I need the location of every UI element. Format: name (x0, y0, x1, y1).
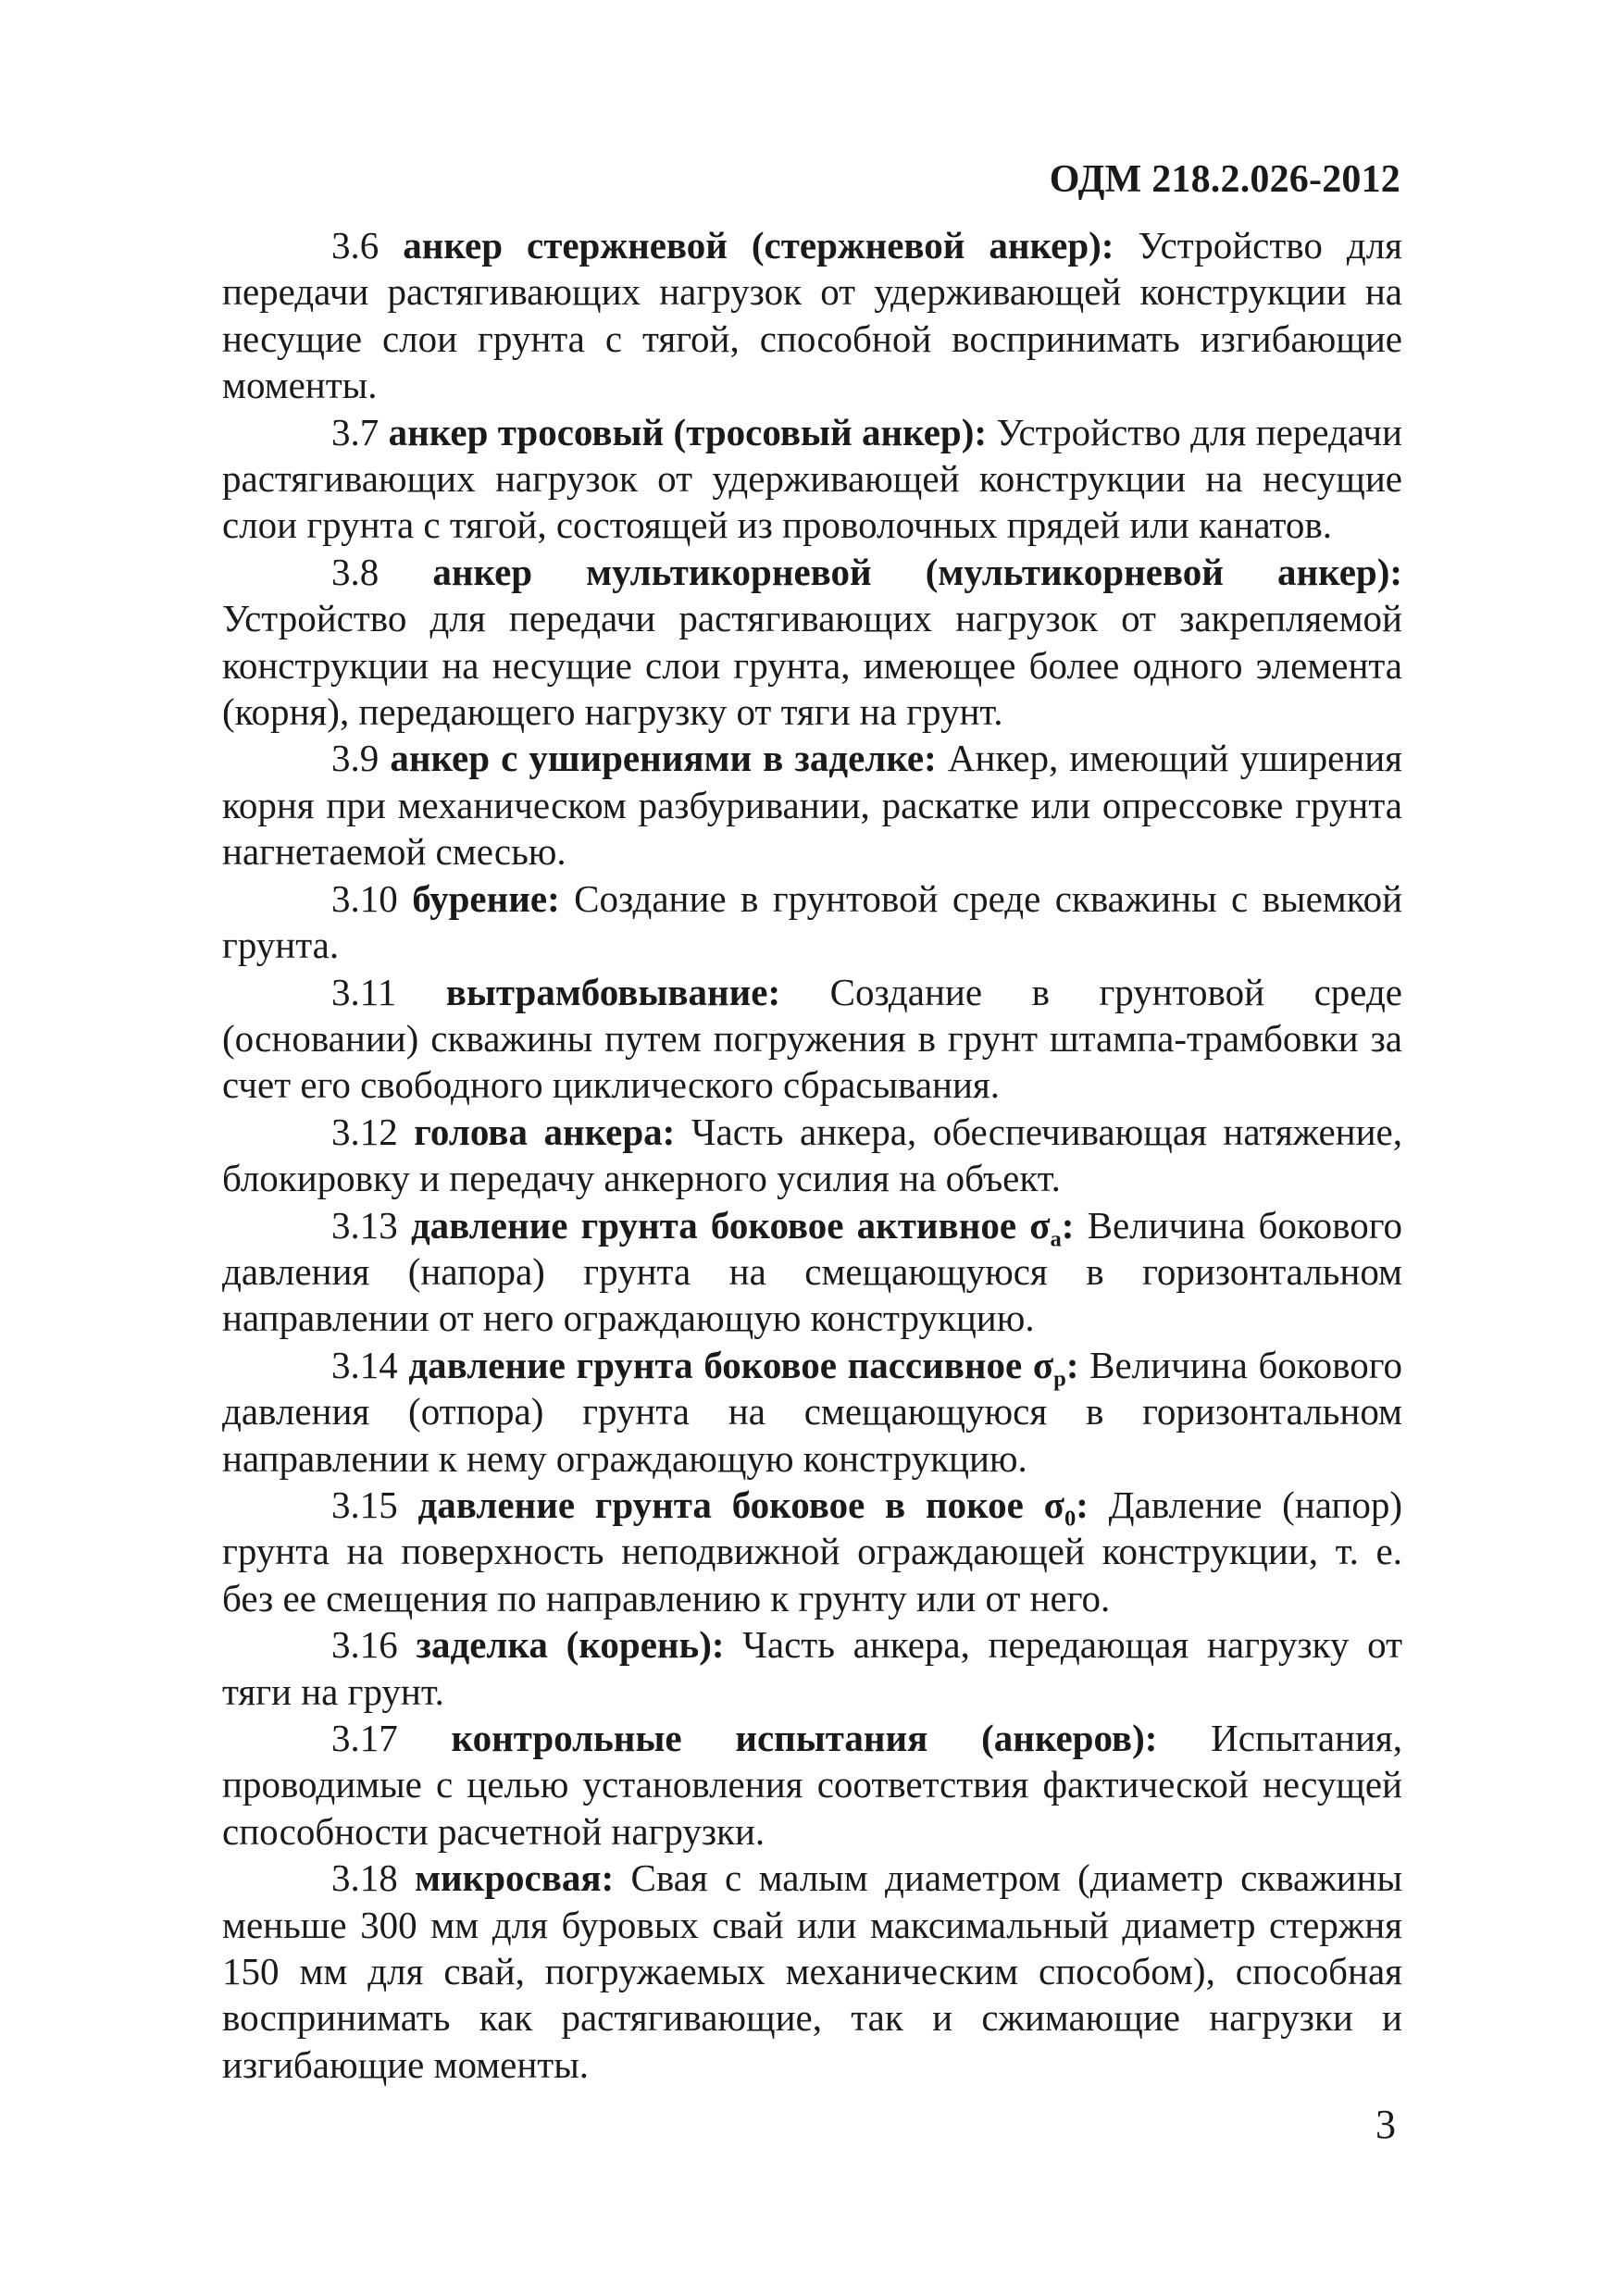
entry-number: 3.17 (331, 1717, 398, 1759)
entry-term: микросвая: (415, 1856, 615, 1900)
entry-term: анкер с уширениями в заделке: (390, 737, 937, 780)
entry-number: 3.18 (331, 1856, 398, 1900)
page-number: 3 (1375, 2102, 1396, 2147)
entry-number: 3.9 (331, 737, 380, 780)
entry-text: Испытания, проводимые с целью установления соответствия фактической несущей способности расчетной нагрузки. (222, 1717, 1403, 1853)
term-colon: : (1061, 1203, 1075, 1247)
sigma-subscript: 0 (1064, 1506, 1077, 1532)
entry-term: анкер тросовый (тросовый анкер): (388, 410, 988, 453)
definition-entry (222, 969, 1402, 1109)
entry-text: Свая с малым диаметром (диаметр скважины меньше 300 мм для буровых свай или максимальный диаметр стержня 150 мм для свай, погружаемых механическим способом), способная воспринимать как растягивающие, так и сжимающие нагрузки и изгибающие моменты. (222, 1856, 1402, 2086)
definition-entry (222, 222, 1402, 409)
entry-term: вытрамбовывание: (445, 970, 781, 1013)
entry-text: Величина бокового давления (отпора) грунта на смещающуюся в горизонтальном направлении к нему ограждающую конструкцию. (222, 1343, 1403, 1480)
document-code: ОДМ 218.2.026-2012 (1049, 158, 1400, 201)
entry-number: 3.8 (331, 550, 380, 593)
entry-term: бурение: (412, 876, 560, 920)
entry-term: заделка (корень): (416, 1623, 725, 1667)
entry-text: Часть анкера, обеспечивающая натяжение, блокировку и передачу анкерного усилия на объект. (222, 1110, 1403, 1200)
entry-term (408, 1343, 1079, 1392)
definition-entry (222, 1855, 1402, 2088)
definition-entry (222, 1342, 1402, 1482)
entry-term: контрольные испытания (анкеров): (451, 1717, 1158, 1759)
entry-number: 3.16 (331, 1623, 398, 1667)
definition-entry (222, 1109, 1402, 1202)
entry-text: Создание в грунтовой среде скважины с выемкой грунта. (222, 876, 1403, 967)
definition-entry (222, 1715, 1402, 1855)
entry-number: 3.15 (331, 1483, 398, 1526)
term-colon: : (1065, 1343, 1079, 1386)
entry-term (410, 1203, 1075, 1252)
entry-term: анкер стержневой (стержневой анкер): (403, 224, 1114, 267)
entry-number: 3.11 (331, 970, 397, 1013)
term-colon: : (1076, 1483, 1089, 1526)
entry-text: Создание в грунтовой среде (основании) скважины путем погружения в грунт штампа-трамбовки за счет его свободного циклического сбрасывания. (222, 970, 1402, 1107)
entry-number: 3.12 (331, 1110, 398, 1153)
entry-text: Часть анкера, передающая нагрузку от тяги на грунт. (222, 1623, 1403, 1713)
entry-term-text: давление грунта боковое пассивное σ (408, 1343, 1054, 1386)
entry-term: анкер мультикорневой (мультикорневой анкер): (432, 550, 1402, 593)
definitions-list (222, 222, 1402, 2088)
definition-entry (222, 1202, 1402, 1342)
sigma-subscript: p (1053, 1366, 1066, 1392)
entry-number: 3.14 (331, 1343, 398, 1386)
definition-entry (222, 735, 1402, 875)
entry-text: Величина бокового давления (напора) грунта на смещающуюся в горизонтальном направлении от него ограждающую конструкцию. (222, 1203, 1403, 1340)
entry-term-text: давление грунта боковое активное σ (410, 1203, 1051, 1247)
sigma-subscript: a (1050, 1226, 1062, 1252)
entry-number: 3.10 (331, 876, 398, 920)
entry-text: Устройство для передачи растягивающих нагрузок от закрепляемой конструкции на несущие слои грунта, имеющее более одного элемента (корня), передающего нагрузку от тяги на грунт. (222, 597, 1402, 734)
definition-entry (222, 875, 1402, 969)
entry-text: Устройство для передачи растягивающих нагрузок от удерживающей конструкции на несущие слои грунта с тягой, состоящей из проволочных прядей или канатов. (222, 410, 1402, 547)
entry-text: Анкер, имеющий уширения корня при механическом разбуривании, раскатке или опрессовке грунта нагнетаемой смесью. (222, 737, 1403, 874)
definition-entry (222, 1621, 1402, 1715)
entry-number: 3.13 (331, 1203, 398, 1247)
entry-term (417, 1483, 1089, 1532)
definition-entry (222, 549, 1402, 736)
entry-number: 3.7 (331, 410, 380, 453)
entry-term: голова анкера: (414, 1110, 676, 1153)
entry-number: 3.6 (331, 224, 380, 267)
definition-entry (222, 409, 1402, 549)
entry-term-text: давление грунта боковое в покое σ (417, 1483, 1064, 1526)
entry-text: Давление (напор) грунта на поверхность неподвижной ограждающей конструкции, т. е. без ее смещения по направлению к грунту или от него. (222, 1483, 1403, 1620)
entry-text: Устройство для передачи растягивающих нагрузок от удерживающей конструкции на несущие слои грунта с тягой, способной воспринимать изгибающие моменты. (222, 224, 1403, 407)
definition-entry (222, 1482, 1402, 1621)
